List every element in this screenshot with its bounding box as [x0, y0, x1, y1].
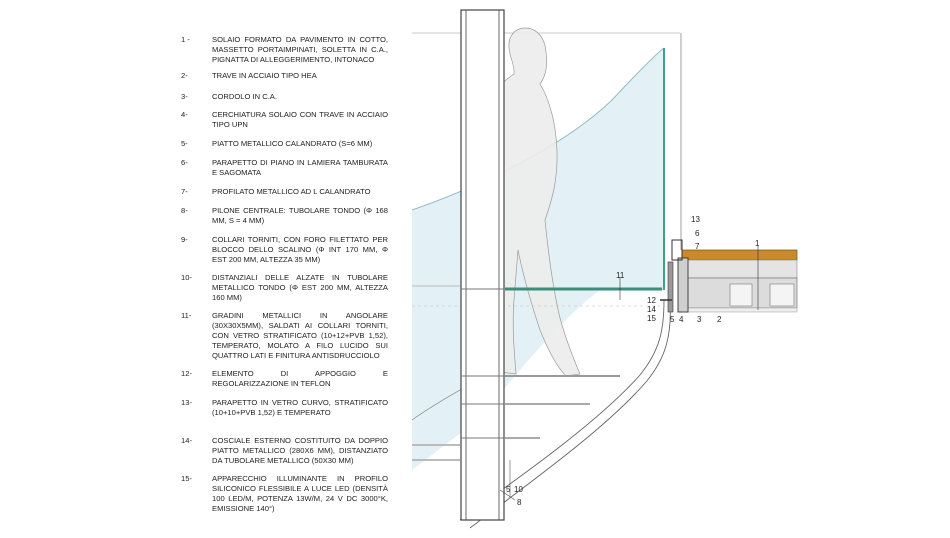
tag-3: 3 [697, 315, 702, 324]
legend-text: SOLAIO FORMATO DA PAVIMENTO IN COTTO, MASSETTO PORTAIMPINATI, SOLETTA IN C.A., PIGNATTA DI ALLEGGERIMENTO, INTONACO [212, 35, 388, 64]
hollow-block [730, 284, 752, 306]
legend-number: 2- [181, 71, 188, 80]
legend-number: 4- [181, 110, 188, 119]
legend-number: 6- [181, 158, 188, 167]
legend-number: 8- [181, 206, 188, 215]
legend-number: 15- [181, 474, 192, 483]
steel-plate [668, 262, 673, 312]
legend-text: COSCIALE ESTERNO COSTITUITO DA DOPPIO PIATTO METALLICO (280X6 MM), DISTANZIATO DA TUBOLARE METALLICO (50X30 MM) [212, 436, 388, 465]
tag-1: 1 [755, 239, 760, 248]
legend-number: 1 - [181, 35, 190, 44]
l-profile [672, 240, 682, 260]
tag-11: 11 [616, 271, 625, 280]
ceiling-plaster [682, 308, 797, 312]
legend-text: ELEMENTO DI APPOGGIO E REGOLARIZZAZIONE IN TEFLON [212, 369, 388, 388]
legend [0, 0, 400, 538]
legend-number: 7- [181, 187, 188, 196]
tag-4: 4 [679, 315, 684, 324]
legend-text: TRAVE IN ACCIAIO TIPO HEA [212, 71, 317, 80]
floor-screed [682, 260, 797, 278]
legend-number: 3- [181, 92, 188, 101]
legend-text: DISTANZIALI DELLE ALZATE IN TUBOLARE METALLICO TONDO (Φ EST 200 MM, ALTEZZA 160 MM) [212, 273, 388, 302]
legend-text: APPARECCHIO ILLUMINANTE IN PROFILO SILICONICO FLESSIBILE A LUCE LED (DENSITÀ 100 LED/M, POTENZA 13W/M, 24 V DC 3000°K, EMISSIONE 140°) [212, 474, 388, 513]
legend-number: 12- [181, 369, 192, 378]
legend-number: 14- [181, 436, 192, 445]
tag-6: 6 [695, 229, 700, 238]
central-column [461, 10, 504, 520]
legend-text: PIATTO METALLICO CALANDRATO (S=6 MM) [212, 139, 373, 148]
steel-upn [678, 258, 688, 312]
tag-12: 12 [647, 296, 656, 305]
tag-5b: 5 [506, 485, 511, 494]
hollow-block [770, 284, 794, 306]
tag-10: 10 [514, 485, 523, 494]
legend-number: 9- [181, 235, 188, 244]
legend-number: 11- [181, 311, 192, 320]
legend-text: GRADINI METALLICI IN ANGOLARE (30X30X5MM), SALDATI AI COLLARI TORNITI, CON VETRO STRATIFICATO (10+12+PVB 1,52), TEMPERATO, MOLATO A FILO LUCIDO SUI QUATTRO LATI E FINITURA ANTISDRUCCIOLO [212, 311, 388, 360]
legend-text: PARAPETTO IN VETRO CURVO, STRATIFICATO (10+10+PVB 1,52) E TEMPERATO [212, 398, 388, 417]
legend-text: CORDOLO IN C.A. [212, 92, 277, 101]
legend-text: PILONE CENTRALE: TUBOLARE TONDO (Φ 168 MM, S = 4 MM) [212, 206, 388, 225]
tag-8: 8 [517, 498, 522, 507]
legend-number: 5- [181, 139, 188, 148]
legend-number: 13- [181, 398, 192, 407]
tag-7: 7 [695, 242, 700, 251]
tag-2: 2 [717, 315, 722, 324]
tag-13: 13 [691, 215, 700, 224]
legend-text: PROFILATO METALLICO AD L CALANDRATO [212, 187, 371, 196]
legend-text: CERCHIATURA SOLAIO CON TRAVE IN ACCIAIO TIPO UPN [212, 110, 388, 129]
legend-text: PARAPETTO DI PIANO IN LAMIERA TAMBURATA E SAGOMATA [212, 158, 388, 177]
tag-5: 5 [670, 315, 675, 324]
legend-number: 10- [181, 273, 192, 282]
legend-text: COLLARI TORNITI, CON FORO FILETTATO PER BLOCCO DELLO SCALINO (Φ INT 170 MM, Φ EST 200 MM, ALTEZZA 35 MM) [212, 235, 388, 264]
tag-14: 14 [647, 305, 656, 314]
tag-15: 15 [647, 314, 656, 323]
floor-finish [682, 250, 797, 260]
